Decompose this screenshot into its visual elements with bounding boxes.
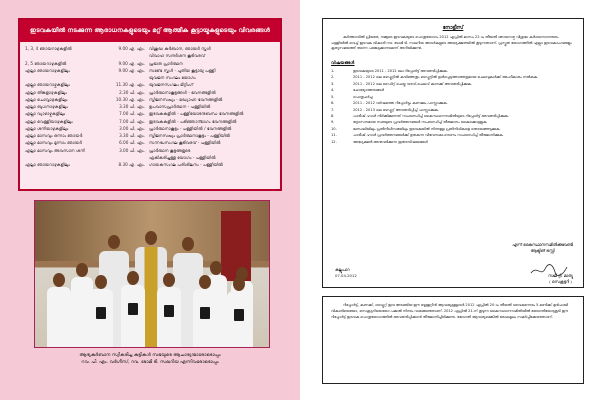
schedule-desc: ഇടവകകളിൽ - പടിഞ്ഞാറ്ഭാഗം ഭവനങ്ങളിൽ: [149, 118, 237, 124]
agenda-number: 5.: [331, 94, 335, 99]
photo-child: [227, 291, 251, 347]
schedule-day: എല്ലാ തിങ്കളാഴ്ചകളിലും: [25, 89, 67, 95]
notice-intro: കർത്താവിൽ പ്രിയരേ, നമ്മുടെ ഇടവകയുടെ പൊതുയോഗം 2012 ഏപ്രിൽ മാസം 22-ാം തീയതി ഞായറാഴ്ച വിശുദ്ധ കുർബാനാനന്തരം പള്ളിയിൽ വെച്ച് ഇടവക വികാരി റവ. ടോമി ടി. സഖറിയ അവർകളുടെ അദ്ധ്യക്ഷതയിൽ കൂടുന്നതാണ്. പ്രസ്തുത യോഗത്തിൽ എല്ലാ ഇടവകാംഗങ്ങളും കൃത്യസമയത്ത് തന്നെ പങ്കെടുക്കണമെന്ന് അറിയിക്കുന്നു.: [331, 35, 572, 51]
schedule-desc: പ്രാർത്ഥന കൂട്ടങ്ങളുടെ: [149, 147, 191, 153]
schedule-desc: പ്രാർത്ഥനാകൂട്ടം - പള്ളിയിൽ / ഭവനങ്ങളിൽ: [149, 125, 232, 131]
schedule-day: എല്ലാ ഞായറാഴ്ചകളിലും: [25, 67, 70, 73]
schedule-desc: യുവജന സംഘം യോഗം: [149, 75, 196, 80]
agenda-text: പാരീഷ് ഹാൾ പ്രവർത്തനങ്ങൾക്ക് ഉതകുന്ന വിഭവസമാഹരണം സംബന്ധിച്ച് തീരുമാനിക്കുക.: [353, 133, 504, 138]
caption-line-1: ആദ്യകുർബാന സ്വീകരിച്ച കുട്ടികൾ സഭയുടെ ആചാര്യന്മാരോടൊപ്പം: [79, 353, 221, 358]
agenda-text: 2011 - 2012 ലെ ഓഡിറ്റ് ചെയ്ത വരവ്-ചെലവ് കണക്ക് അവതരിപ്പിക്കുക.: [353, 81, 473, 86]
agenda-text: ഭദ്രാസനമായ സഭയുടെ പ്രവർത്തനങ്ങൾ സംബന്ധിച്ച് തീരുമാനം കൈക്കൊള്ളുക.: [353, 120, 488, 125]
schedule-desc: പ്രാർത്ഥനാകൂട്ടങ്ങൾ - ഭവനങ്ങളിൽ: [149, 89, 216, 95]
notice-title: നോട്ടീസ്: [442, 25, 464, 31]
schedule-time: 8.30 എ. എം.: [118, 162, 145, 167]
schedule-row: [25, 53, 275, 58]
schedule-row: [25, 46, 275, 51]
schedule-time: [103, 155, 149, 160]
schedule-rows: [20, 42, 280, 167]
schedule-desc: സ്ത്രീജനസഖ്യം പ്രാർത്ഥനാകൂട്ടം - പള്ളിയിൽ: [149, 133, 231, 138]
schedule-row: [25, 155, 275, 160]
schedule-row: [25, 75, 275, 80]
schedule-day: എല്ലാ ഞായറാഴ്ചകളിലും: [25, 162, 70, 167]
place-date: [335, 267, 357, 280]
schedule-desc: വിവാഹ സന്ദർശന കൂടിവരവ്: [149, 53, 205, 59]
sign-role: ( സെക്രട്ടറി ): [549, 279, 572, 285]
schedule-desc: യുവജനസംഘം മീറ്റിംഗ്: [149, 82, 194, 88]
group-photo: [34, 200, 270, 348]
sign-name: സജി റ്റി. മാത്യു: [548, 273, 573, 278]
schedule-time: 3.00 പി. എം.: [119, 125, 145, 131]
agenda-text: മണ്ഡലിയിലും പ്രതിനിധിസഭയിലും ഇടവകയിൽ നിന്നുള്ള പ്രതിനിധികളെ തെരഞ്ഞെടുക്കുക.: [353, 126, 501, 131]
photo-child: [121, 285, 145, 347]
agenda-number: 7.: [331, 107, 335, 112]
caption-line-2: റവ. പി. എം. വർഗീസ്, റവ. ടോമി ടി. സഖറിയ എന്നിവരോടൊപ്പം: [81, 360, 219, 366]
schedule-time: 10.30 എ. എം.: [115, 96, 145, 102]
photo-child: [89, 289, 113, 347]
schedule-day: 2, 5 ഞായറാഴ്ചകളിൽ: [25, 60, 67, 66]
agenda-number: 11.: [331, 133, 337, 138]
schedule-day: എല്ലാ വ്യാഴാഴ്ചകളിലും: [25, 111, 66, 117]
schedule-day: എല്ലാ വെള്ളിയാഴ്ചകളിലും: [25, 118, 73, 124]
schedule-row: [25, 61, 275, 66]
schedule-day: എല്ലാ ശനിയാഴ്ചകളിലും: [25, 125, 69, 131]
agenda-text: 2012 - 2013 ലെ ബഡ്ജറ്റ് അവതരിപ്പിച്ച് പാസ്സാക്കുക.: [353, 107, 439, 112]
schedule-row: [25, 111, 275, 116]
schedule-time: 7.00 പി. എം.: [119, 111, 145, 117]
schedule-row: [25, 148, 275, 153]
schedule-row: [25, 90, 275, 95]
schedule-row: [25, 82, 275, 87]
agenda-number: 6.: [331, 101, 335, 106]
schedule-row: [25, 133, 275, 138]
schedule-title: ഇടവകയിൽ നടക്കുന്ന ആരാധനകളുടെയും മറ്റ് ആത്മീക കൂട്ടായ്മകളുടെയും വിവരങ്ങൾ: [20, 20, 280, 42]
photo-child: [157, 287, 181, 347]
schedule-desc: സണ്ടേ സ്കൂൾ - പുതിയ കൂട്ടായ്മ പള്ളി: [149, 67, 216, 73]
schedule-day: എല്ലാ മാസവും മൂന്നാം ഞായർ: [25, 140, 83, 146]
schedule-time: 9.00 എ. എം.: [118, 60, 145, 66]
agenda-number: 9.: [331, 120, 335, 125]
schedule-day: [25, 53, 103, 58]
agenda-number: 10.: [331, 126, 337, 131]
agenda-text: അദ്ധ്യക്ഷൻ അനുവദിക്കുന്ന ഇതരവിഷയങ്ങൾ: [353, 139, 428, 144]
schedule-desc: വിശുദ്ധ കുർബാന, ഞായർ സ്കൂൾ: [149, 46, 211, 51]
date: 07.04.2012: [335, 273, 357, 279]
closing-block: [512, 242, 573, 255]
schedule-desc: ഗായകസംഘ പരിശീലനം - പള്ളിയിൽ: [149, 162, 223, 167]
schedule-time: 6.00 പി. എം.: [119, 140, 145, 146]
schedule-time: [103, 75, 149, 80]
photo-child: [47, 287, 71, 347]
schedule-desc: പ്രഭാത പ്രാർത്ഥന: [149, 60, 183, 66]
closing-line-2: ആക്ടിങ് ട്രസ്റ്റി: [530, 248, 555, 254]
agenda-number: 3.: [331, 81, 335, 86]
schedule-day: എല്ലാ ചൊവ്വാഴ്ചകളിലും: [25, 96, 68, 102]
schedule-row: [25, 126, 275, 131]
photo-caption: [18, 352, 282, 367]
schedule-row: [25, 97, 275, 102]
agenda-number: 12.: [331, 139, 337, 144]
schedule-day: എല്ലാ മാസവും ഒന്നാം ഞായർ: [25, 133, 83, 138]
agenda-text: 2011 - 2012 വർഷത്തെ റിപ്പോർട്ടും കണക്കും പാസ്സാക്കുക.: [353, 101, 448, 106]
schedule-desc: സ്ത്രീജനസഖ്യം - മദ്ധ്യാഹ്ന ഭവനങ്ങളിൽ: [149, 96, 223, 102]
agenda-title: വിഷയങ്ങൾ: [331, 59, 355, 65]
schedule-time: 7.00 പി. എം.: [119, 118, 145, 124]
agenda-text: പാരീഷ് ഹാൾ നിർമ്മിക്കുന്നത് സംബന്ധിച്ച് കൈസ്ഥാനസമിതിയുടെ റിപ്പോർട്ട് അവതരിപ്പിക്കുക.: [353, 113, 509, 118]
schedule-box: [18, 18, 282, 191]
schedule-day: എല്ലാ മാസവും അവസാന ശനി: [25, 147, 85, 153]
notice-box: [322, 18, 584, 288]
schedule-time: 9.00 എ. എം.: [118, 67, 145, 73]
agenda-number: 8.: [331, 113, 335, 118]
agenda-list: [331, 68, 575, 146]
agenda-number: 4.: [331, 88, 335, 93]
agenda-text: ചോദ്യോത്തരങ്ങൾ: [353, 88, 384, 93]
agenda-text: പൊതുചർച്ച: [353, 94, 373, 99]
agenda-number: 2.: [331, 75, 335, 80]
schedule-desc: ഉപവാസപ്രാർത്ഥന - പള്ളിയിൽ: [149, 104, 211, 109]
schedule-time: 2.30 പി. എം.: [119, 89, 145, 95]
schedule-day: [25, 75, 103, 80]
photo-child: [193, 289, 217, 347]
schedule-day: 1, 3, 4 ഞായറാഴ്ചകളിൽ: [25, 46, 72, 51]
agenda-text: ഇടവകയുടെ 2011 - 2012 ലെ റിപ്പോർട്ട് അവതരിപ്പിക്കുക.: [353, 68, 448, 73]
agenda-item: [331, 139, 575, 145]
schedule-time: 9.00 എ. എം.: [118, 46, 145, 51]
schedule-time: [103, 53, 149, 58]
schedule-desc: സന്നദ്ധസംഘ കൂടിവരവ് - പള്ളിയിൽ: [149, 140, 221, 146]
schedule-day: എല്ലാ ബുധനാഴ്ചകളിലും: [25, 104, 68, 109]
schedule-row: [25, 162, 275, 167]
place: കല്ലുപാറ: [335, 267, 350, 272]
schedule-day: [25, 155, 103, 160]
schedule-day: എല്ലാ ഞായറാഴ്ചകളിലും: [25, 82, 70, 88]
schedule-time: 3.00 പി. എം.: [119, 147, 145, 153]
schedule-time: 3.30 പി. എം.: [119, 133, 145, 138]
schedule-time: 11.30 എ. എം.: [115, 82, 145, 88]
schedule-row: [25, 68, 275, 73]
schedule-desc: ഇടവകകളിൽ - പള്ളിയോടനുബന്ധ ഭവനങ്ങളിൽ: [149, 111, 244, 117]
agenda-number: 1.: [331, 68, 335, 73]
agenda-text: 2011 - 2012 ലെ ബഡ്ജറ്റിൽ കവിഞ്ഞതും ബഡ്ജറ്റിൽ ഉൾപ്പെടുത്താത്തതുമായ ചെലവുകൾക്ക് അംഗീകാരം നൽകുക.: [353, 75, 539, 80]
schedule-row: [25, 140, 275, 145]
schedule-row: [25, 104, 275, 109]
schedule-row: [25, 119, 275, 124]
schedule-time: 3.30 പി. എം.: [119, 104, 145, 109]
notice-footnote: റിപ്പോർട്ട്, കണക്ക്, ബഡ്ജറ്റ് ഇവ അടങ്ങിയ ഈ ബുള്ളറ്റിൻ ആവശ്യമുള്ളവർ 2012 ഏപ്രിൽ 20-ാം തീയതി വൈകുന്നേരം 5 മണിക്ക് മുൻപായി വികാരിയെയോ, സെക്രട്ടറിയെയോ പക്കൽ നിന്നും വാങ്ങേണ്ടതാണ്. 2012 ഏപ്രിൽ 21-ന് കൂടുന്ന കൈസ്ഥാനസമിതിയിൽ ഭേദഗതിയോടുകൂടി ഈ റിപ്പോർട്ട് ഇടവക പൊതുയോഗത്തിൽ അവതരിപ്പിക്കാൻ തീരുമാനിച്ചിരിക്കുന്നു. ഭേദഗതി ആവശ്യമെങ്കിൽ രേഖാമൂലം സമർപ്പിക്കേണ്ടതാണ്.: [322, 296, 584, 384]
closing-line-1: എന്ന് കൈസ്ഥാനസമിതിക്കുവേണ്ടി: [512, 242, 573, 247]
schedule-desc: ഏകീകരിച്ചുള്ള യോഗം - പള്ളിയിൽ: [149, 154, 216, 160]
signatory: [548, 273, 573, 286]
